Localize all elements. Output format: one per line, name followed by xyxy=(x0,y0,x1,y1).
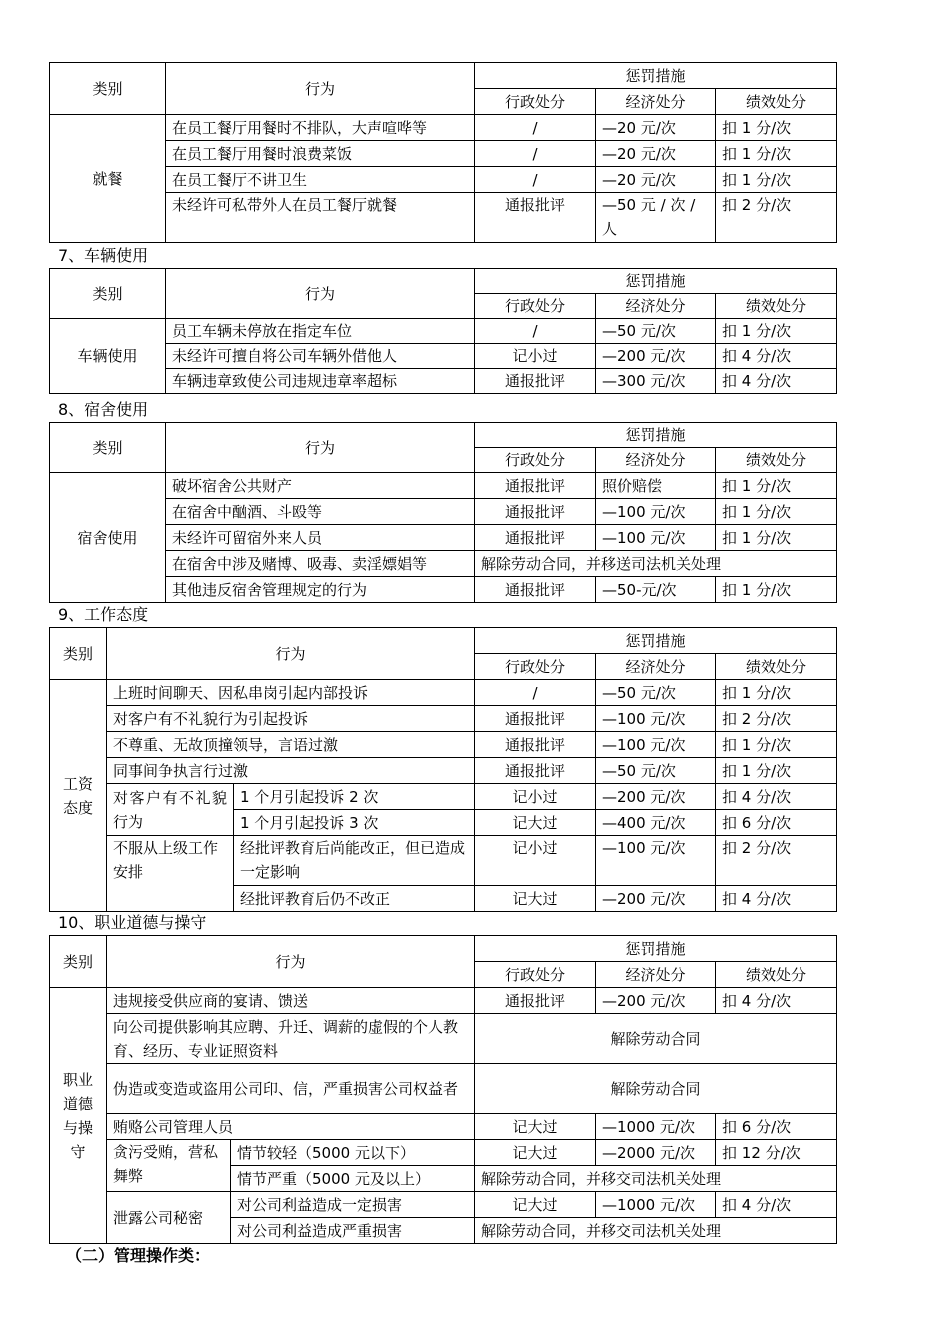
admin-cell: 通报批评 xyxy=(475,473,596,499)
performance-cell: 扣 1 分/次 xyxy=(716,473,837,499)
header-penalty: 惩罚措施 xyxy=(475,628,837,654)
merged-penalty-cell: 解除劳动合同 xyxy=(475,1064,837,1114)
behavior-cell: 在员工餐厅用餐时浪费菜饭 xyxy=(166,141,475,167)
economic-cell: —100 元/次 xyxy=(596,499,716,525)
header-admin: 行政处分 xyxy=(475,962,596,988)
subcategory-cell: 泄露公司秘密 xyxy=(107,1192,231,1244)
behavior-cell: 不尊重、无故顶撞领导，言语过激 xyxy=(107,732,475,758)
behavior-cell: 未经许可留宿外来人员 xyxy=(166,525,475,551)
performance-cell: 扣 1 分/次 xyxy=(716,141,837,167)
behavior-cell: 在宿舍中涉及赌博、吸毒、卖淫嫖娼等 xyxy=(166,551,475,577)
admin-cell: 通报批评 xyxy=(475,988,596,1014)
ethics-table xyxy=(49,935,837,1244)
behavior-cell: 经批评教育后仍不改正 xyxy=(234,886,475,912)
attitude-table xyxy=(49,627,837,912)
economic-cell: —2000 元/次 xyxy=(596,1140,716,1166)
category-cell: 车辆使用 xyxy=(50,319,166,394)
performance-cell: 扣 12 分/次 xyxy=(716,1140,837,1166)
subcategory-cell: 对客户有不礼貌行为 xyxy=(107,784,234,836)
admin-cell: 通报批评 xyxy=(475,369,596,394)
header-economic: 经济处分 xyxy=(596,294,716,319)
performance-cell: 扣 4 分/次 xyxy=(716,886,837,912)
header-economic: 经济处分 xyxy=(596,654,716,680)
performance-cell: 扣 6 分/次 xyxy=(716,1114,837,1140)
economic-cell: —100 元/次 xyxy=(596,732,716,758)
section-title-attitude: 9、工作态度 xyxy=(58,605,149,624)
economic-cell: —20 元/次 xyxy=(596,115,716,141)
behavior-cell: 破坏宿舍公共财产 xyxy=(166,473,475,499)
economic-cell: —50-元/次 xyxy=(596,577,716,603)
header-category: 类别 xyxy=(50,269,166,319)
economic-cell: —20 元/次 xyxy=(596,167,716,193)
admin-cell: / xyxy=(475,680,596,706)
performance-cell: 扣 2 分/次 xyxy=(716,836,837,886)
performance-cell: 扣 4 分/次 xyxy=(716,784,837,810)
header-behavior: 行为 xyxy=(166,269,475,319)
admin-cell: 通报批评 xyxy=(475,499,596,525)
economic-cell: 照价赔偿 xyxy=(596,473,716,499)
behavior-cell: 伪造或变造或盗用公司印、信，严重损害公司权益者 xyxy=(107,1064,475,1114)
admin-cell: 记大过 xyxy=(475,1192,596,1218)
admin-cell: 通报批评 xyxy=(475,577,596,603)
performance-cell: 扣 4 分/次 xyxy=(716,369,837,394)
economic-cell: —200 元/次 xyxy=(596,784,716,810)
header-category: 类别 xyxy=(50,936,107,988)
performance-cell: 扣 6 分/次 xyxy=(716,810,837,836)
behavior-cell: 情节严重（5000 元及以上） xyxy=(231,1166,475,1192)
header-admin: 行政处分 xyxy=(475,294,596,319)
behavior-cell: 贿赂公司管理人员 xyxy=(107,1114,475,1140)
behavior-cell: 上班时间聊天、因私串岗引起内部投诉 xyxy=(107,680,475,706)
economic-cell: —1000 元/次 xyxy=(596,1192,716,1218)
admin-cell: 通报批评 xyxy=(475,525,596,551)
behavior-cell: 在员工餐厅用餐时不排队，大声喧哗等 xyxy=(166,115,475,141)
admin-cell: 记小过 xyxy=(475,784,596,810)
header-performance: 绩效处分 xyxy=(716,654,837,680)
behavior-cell: 违规接受供应商的宴请、馈送 xyxy=(107,988,475,1014)
header-penalty: 惩罚措施 xyxy=(475,269,837,294)
behavior-cell: 对公司利益造成一定损害 xyxy=(231,1192,475,1218)
header-performance: 绩效处分 xyxy=(716,89,837,115)
performance-cell: 扣 4 分/次 xyxy=(716,344,837,369)
header-behavior: 行为 xyxy=(166,63,475,115)
category-cell: 宿舍使用 xyxy=(50,473,166,603)
economic-cell: —200 元/次 xyxy=(596,988,716,1014)
performance-cell: 扣 4 分/次 xyxy=(716,988,837,1014)
economic-cell: —20 元/次 xyxy=(596,141,716,167)
admin-cell: 记小过 xyxy=(475,344,596,369)
header-penalty: 惩罚措施 xyxy=(475,63,837,89)
merged-penalty-cell: 解除劳动合同，并移送司法机关处理 xyxy=(475,551,837,577)
economic-cell: —50 元/次 xyxy=(596,758,716,784)
header-admin: 行政处分 xyxy=(475,89,596,115)
dining-table xyxy=(49,62,837,243)
section-title-vehicle: 7、车辆使用 xyxy=(58,246,149,265)
header-category: 类别 xyxy=(50,423,166,473)
admin-cell: / xyxy=(475,319,596,344)
header-admin: 行政处分 xyxy=(475,448,596,473)
performance-cell: 扣 2 分/次 xyxy=(716,706,837,732)
performance-cell: 扣 4 分/次 xyxy=(716,1192,837,1218)
admin-cell: 通报批评 xyxy=(475,732,596,758)
economic-cell: —200 元/次 xyxy=(596,886,716,912)
admin-cell: / xyxy=(475,167,596,193)
economic-cell: —100 元/次 xyxy=(596,836,716,886)
header-category: 类别 xyxy=(50,628,107,680)
admin-cell: 记大过 xyxy=(475,810,596,836)
header-category: 类别 xyxy=(50,63,166,115)
header-behavior: 行为 xyxy=(166,423,475,473)
section-title-ethics: 10、职业道德与操守 xyxy=(58,913,207,932)
category-cell: 工资态度 xyxy=(50,680,107,912)
header-penalty: 惩罚措施 xyxy=(475,936,837,962)
header-economic: 经济处分 xyxy=(596,962,716,988)
dorm-table xyxy=(49,422,837,603)
performance-cell: 扣 2 分/次 xyxy=(716,193,837,243)
behavior-cell: 1 个月引起投诉 2 次 xyxy=(234,784,475,810)
behavior-cell: 对公司利益造成严重损害 xyxy=(231,1218,475,1244)
admin-cell: / xyxy=(475,141,596,167)
category-cell: 就餐 xyxy=(50,115,166,243)
behavior-cell: 1 个月引起投诉 3 次 xyxy=(234,810,475,836)
vehicle-table xyxy=(49,268,837,394)
admin-cell: 记大过 xyxy=(475,886,596,912)
section-title-dorm: 8、宿舍使用 xyxy=(58,400,149,419)
performance-cell: 扣 1 分/次 xyxy=(716,499,837,525)
economic-cell: —50 元 / 次 / 人 xyxy=(596,193,716,243)
behavior-cell: 未经许可私带外人在员工餐厅就餐 xyxy=(166,193,475,243)
behavior-cell: 未经许可擅自将公司车辆外借他人 xyxy=(166,344,475,369)
header-behavior: 行为 xyxy=(107,628,475,680)
behavior-cell: 向公司提供影响其应聘、升迁、调薪的虚假的个人教育、经历、专业证照资料 xyxy=(107,1014,475,1064)
subcategory-cell: 不服从上级工作安排 xyxy=(107,836,234,912)
behavior-cell: 同事间争执言行过激 xyxy=(107,758,475,784)
performance-cell: 扣 1 分/次 xyxy=(716,758,837,784)
performance-cell: 扣 1 分/次 xyxy=(716,115,837,141)
merged-penalty-cell: 解除劳动合同 xyxy=(475,1014,837,1064)
admin-cell: 记小过 xyxy=(475,836,596,886)
header-behavior: 行为 xyxy=(107,936,475,988)
merged-penalty-cell: 解除劳动合同，并移交司法机关处理 xyxy=(475,1218,837,1244)
economic-cell: —100 元/次 xyxy=(596,706,716,732)
admin-cell: 记大过 xyxy=(475,1140,596,1166)
admin-cell: 记大过 xyxy=(475,1114,596,1140)
next-section-heading: （二）管理操作类： xyxy=(66,1246,211,1265)
behavior-cell: 情节较轻（5000 元以下） xyxy=(231,1140,475,1166)
economic-cell: —100 元/次 xyxy=(596,525,716,551)
admin-cell: 通报批评 xyxy=(475,758,596,784)
behavior-cell: 在员工餐厅不讲卫生 xyxy=(166,167,475,193)
admin-cell: 通报批评 xyxy=(475,193,596,243)
behavior-cell: 车辆违章致使公司违规违章率超标 xyxy=(166,369,475,394)
category-cell: 职业道德与操守 xyxy=(50,988,107,1244)
performance-cell: 扣 1 分/次 xyxy=(716,577,837,603)
admin-cell: / xyxy=(475,115,596,141)
performance-cell: 扣 1 分/次 xyxy=(716,732,837,758)
economic-cell: —400 元/次 xyxy=(596,810,716,836)
performance-cell: 扣 1 分/次 xyxy=(716,680,837,706)
header-performance: 绩效处分 xyxy=(716,962,837,988)
subcategory-cell: 贪污受贿，营私舞弊 xyxy=(107,1140,231,1192)
behavior-cell: 经批评教育后尚能改正，但已造成一定影响 xyxy=(234,836,475,886)
behavior-cell: 员工车辆未停放在指定车位 xyxy=(166,319,475,344)
header-performance: 绩效处分 xyxy=(716,294,837,319)
header-penalty: 惩罚措施 xyxy=(475,423,837,448)
economic-cell: —50 元/次 xyxy=(596,319,716,344)
economic-cell: —300 元/次 xyxy=(596,369,716,394)
economic-cell: —1000 元/次 xyxy=(596,1114,716,1140)
behavior-cell: 其他违反宿舍管理规定的行为 xyxy=(166,577,475,603)
economic-cell: —50 元/次 xyxy=(596,680,716,706)
admin-cell: 通报批评 xyxy=(475,706,596,732)
merged-penalty-cell: 解除劳动合同，并移交司法机关处理 xyxy=(475,1166,837,1192)
header-economic: 经济处分 xyxy=(596,448,716,473)
header-economic: 经济处分 xyxy=(596,89,716,115)
economic-cell: —200 元/次 xyxy=(596,344,716,369)
performance-cell: 扣 1 分/次 xyxy=(716,319,837,344)
performance-cell: 扣 1 分/次 xyxy=(716,167,837,193)
header-admin: 行政处分 xyxy=(475,654,596,680)
behavior-cell: 对客户有不礼貌行为引起投诉 xyxy=(107,706,475,732)
performance-cell: 扣 1 分/次 xyxy=(716,525,837,551)
behavior-cell: 在宿舍中酗酒、斗殴等 xyxy=(166,499,475,525)
header-performance: 绩效处分 xyxy=(716,448,837,473)
